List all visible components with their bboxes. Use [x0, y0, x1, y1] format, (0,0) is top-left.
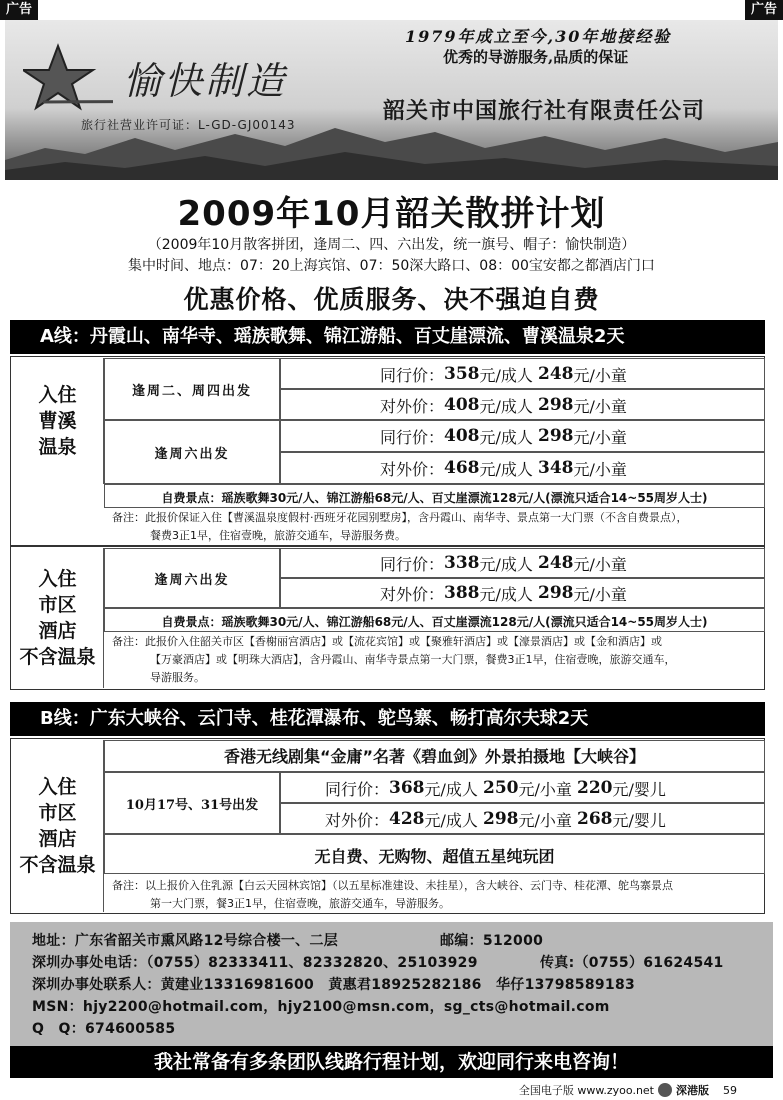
page-number: 59 [723, 1083, 737, 1097]
line-b-accommodation-label: 入住 市区 酒店 不含温泉 [12, 740, 104, 912]
adult-price: 368 [389, 778, 425, 798]
msn-contacts: MSN：hjy2200@hotmail.com，hjy2100@msn.com，sg_cts@hotmail.com [32, 999, 610, 1015]
price-type: 对外价： [325, 810, 390, 830]
region-label: 深港版 [676, 1084, 709, 1097]
unit-child: 元/小童 [518, 810, 572, 830]
price-public [380, 455, 627, 481]
edition-label: 全国电子版 www.zyoo.net [518, 1084, 654, 1097]
child-price: 250 [483, 778, 519, 798]
unit-child: 元/小童 [573, 554, 627, 574]
price-peer [380, 361, 627, 387]
unit-adult: 元/成人 [424, 779, 478, 799]
office-contacts: 深圳办事处联系人：黄建业13316981600 黄惠君18925282186 华仔13798589183 [32, 977, 636, 993]
line-b-note-line1: 备注：以上报价入住乳源【白云天园林宾馆】（以五星标准建设、未挂星），含大峡谷、云门寺、桂花潭、鸵鸟寨景点 [112, 879, 673, 892]
qq-contact: Q Q：674600585 [32, 1021, 176, 1037]
price-type: 同行价： [380, 554, 445, 574]
highlight-filming-location: 香港无线剧集“金庸”名著《碧血剑》外景拍摄地【大峡谷】 [223, 747, 646, 766]
group1-note-line2: 餐费3正1早，住宿壹晚，旅游交通车，导游服务费。 [150, 529, 406, 542]
child-price: 298 [538, 583, 574, 603]
child-price: 248 [538, 553, 574, 573]
unit-child: 元/小童 [573, 365, 627, 385]
price-type: 同行价： [325, 779, 390, 799]
slogan-quality: 优秀的导游服务,品质的保证 [443, 48, 629, 66]
departure-days: 逢周六出发 [154, 572, 230, 588]
unit-child: 元/小童 [573, 427, 627, 447]
price-type: 对外价： [380, 396, 445, 416]
unit-adult: 元/成人 [479, 459, 533, 479]
price-peer [325, 775, 666, 801]
postcode: 邮编：512000 [440, 933, 544, 949]
slogan-experience: 1979年成立至今,30年地接经验 [405, 27, 672, 46]
line-b-note-line2: 第一大门票，餐3正1早，住宿壹晚，旅游交通车，导游服务。 [150, 897, 450, 910]
child-price: 248 [538, 364, 574, 384]
price-public [380, 392, 627, 418]
self-pay-items: 自费景点：瑶族歌舞30元/人、锦江游船68元/人、百丈崖漂流128元/人(漂流只适合14~55周岁人士) [161, 491, 708, 505]
service-promise: 优惠价格、优质服务、决不强迫自费 [183, 285, 600, 314]
office-fax: 传真:（0755）61624541 [540, 955, 724, 971]
line-b-title: B线：广东大峡谷、云门寺、桂花潭瀑布、鸵鸟寨、畅打高尔夫球2天 [10, 702, 765, 736]
license-number: 旅行社营业许可证：L-GD-GJ00143 [81, 118, 296, 132]
price-type: 同行价： [380, 365, 445, 385]
price-type: 对外价： [380, 584, 445, 604]
departure-days: 10月17号、31号出发 [125, 797, 259, 813]
unit-child: 元/小童 [573, 396, 627, 416]
unit-child: 元/小童 [573, 584, 627, 604]
departure-days: 逢周二、周四出发 [131, 383, 252, 399]
unit-infant: 元/婴儿 [612, 810, 666, 830]
contact-footer [10, 922, 773, 1046]
company-name: 韶关市中国旅行社有限责任公司 [383, 99, 706, 124]
unit-child: 元/小童 [518, 779, 572, 799]
header-banner [5, 20, 778, 180]
child-price: 298 [538, 426, 574, 446]
price-type: 对外价： [380, 459, 445, 479]
bottom-banner: 我社常备有多条团队线路行程计划，欢迎同行来电咨询！ [10, 1046, 773, 1078]
group2-note-line1: 备注：此报价入住韶关市区【香榭丽宫酒店】或【流花宾馆】或【聚雅轩酒店】或【濠景酒店】或【金和酒店】或 [112, 635, 662, 648]
address: 地址：广东省韶关市熏风路12号综合楼一、二层 [32, 933, 339, 949]
self-pay-items: 自费景点：瑶族歌舞30元/人、锦江游船68元/人、百丈崖漂流128元/人(漂流只适合14~55周岁人士) [161, 615, 708, 629]
star-logo-icon [23, 42, 113, 112]
pure-tour-feature: 无自费、无购物、超值五星纯玩团 [314, 847, 555, 866]
child-price: 298 [483, 809, 519, 829]
price-type: 同行价： [380, 427, 445, 447]
subtitle-meeting-point: 集中时间、地点：07：20上海宾馆、07：50深大路口、08：00宝安都之都酒店门口 [128, 258, 655, 274]
price-public [380, 580, 627, 606]
group2-note-line3: 导游服务。 [150, 671, 205, 684]
child-price: 298 [538, 395, 574, 415]
adult-price: 358 [444, 364, 480, 384]
infant-price: 220 [577, 778, 613, 798]
unit-child: 元/小童 [573, 459, 627, 479]
adult-price: 408 [444, 395, 480, 415]
unit-adult: 元/成人 [479, 554, 533, 574]
price-peer [380, 550, 627, 576]
publication-logo-icon [658, 1083, 672, 1097]
unit-adult: 元/成人 [479, 396, 533, 416]
ad-label-right: 广告 [745, 0, 783, 20]
unit-adult: 元/成人 [424, 810, 478, 830]
group1-accommodation-label: 入住 曹溪 温泉 [12, 358, 104, 484]
group2-note-line2: 【万豪酒店】或【明珠大酒店】，含丹霞山、南华寺景点第一大门票，餐费3正1早，住宿壹晚，旅游交通车， [150, 653, 676, 666]
unit-adult: 元/成人 [479, 584, 533, 604]
subtitle-schedule: （2009年10月散客拼团，逢周二、四、六出发，统一旗号、帽子：愉快制造） [147, 237, 636, 253]
infant-price: 268 [577, 809, 613, 829]
unit-adult: 元/成人 [479, 365, 533, 385]
adult-price: 468 [444, 458, 480, 478]
line-a-title: A线：丹霞山、南华寺、瑶族歌舞、锦江游船、百丈崖漂流、曹溪温泉2天 [10, 320, 765, 354]
unit-infant: 元/婴儿 [612, 779, 666, 799]
page-info [519, 1082, 737, 1098]
group1-note-line1: 备注：此报价保证入住【曹溪温泉度假村·西班牙花园别墅房】，含丹霞山、南华寺、景点第一大门票（不含自费景点）， [112, 511, 688, 524]
child-price: 348 [538, 458, 574, 478]
page-title: 2009年10月韶关散拼计划 [177, 194, 606, 234]
group2-accommodation-label: 入住 市区 酒店 不含温泉 [12, 548, 104, 688]
ad-label-left: 广告 [0, 0, 38, 20]
office-phone: 深圳办事处电话：（0755）82333411、82332820、25103929 [32, 955, 478, 971]
price-public [325, 806, 666, 832]
adult-price: 408 [444, 426, 480, 446]
departure-days: 逢周六出发 [154, 446, 230, 462]
adult-price: 338 [444, 553, 480, 573]
adult-price: 388 [444, 583, 480, 603]
adult-price: 428 [389, 809, 425, 829]
price-peer [380, 423, 627, 449]
unit-adult: 元/成人 [479, 427, 533, 447]
brand-name: 愉快制造 [123, 59, 288, 103]
